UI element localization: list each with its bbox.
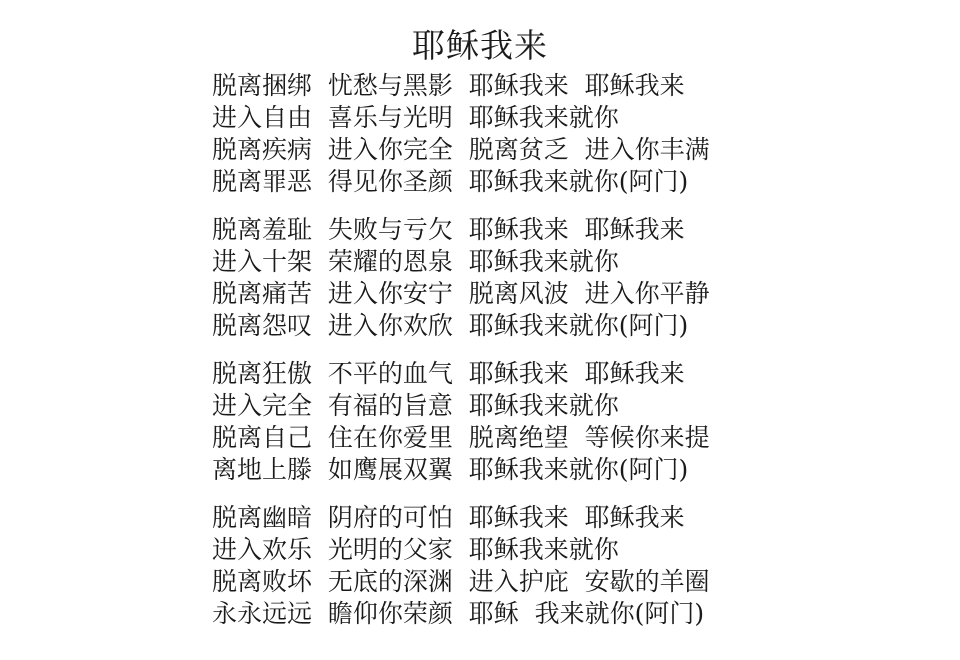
lyric-line: 脱离痛苦 进入你安宁 脱离风波 进入你平静 [212, 279, 710, 308]
lyric-line: 进入欢乐 光明的父家 耶稣我来就你 [212, 535, 619, 564]
stanza-3 [212, 358, 772, 486]
lyric-line: 脱离怨叹 进入你欢欣 耶稣我来就你(阿门) [212, 311, 689, 340]
lyric-line: 永永远远 瞻仰你荣颜 耶稣 我来就你(阿门) [212, 599, 705, 628]
lyric-line: 脱离疾病 进入你完全 脱离贫乏 进入你丰满 [212, 135, 710, 164]
lyric-line: 脱离败坏 无底的深渊 进入护庇 安歇的羊圈 [212, 567, 710, 596]
lyric-line: 脱离狂傲 不平的血气 耶稣我来 耶稣我来 [212, 359, 685, 388]
lyric-line: 进入完全 有福的旨意 耶稣我来就你 [212, 391, 619, 420]
lyric-line: 进入十架 荣耀的恩泉 耶稣我来就你 [212, 247, 619, 276]
lyric-line: 脱离幽暗 阴府的可怕 耶稣我来 耶稣我来 [212, 503, 685, 532]
stanza-1 [212, 70, 772, 198]
lyric-line: 进入自由 喜乐与光明 耶稣我来就你 [212, 103, 619, 132]
lyrics-body [212, 70, 772, 646]
page-title: 耶稣我来 [412, 26, 548, 65]
lyric-line: 脱离自己 住在你爱里 脱离绝望 等候你来提 [212, 423, 710, 452]
stanza-2 [212, 214, 772, 342]
lyric-line: 离地上滕 如鹰展双翼 耶稣我来就你(阿门) [212, 455, 689, 484]
lyric-line: 脱离捆绑 忧愁与黑影 耶稣我来 耶稣我来 [212, 71, 685, 100]
stanza-4 [212, 502, 772, 630]
lyric-line: 脱离罪恶 得见你圣颜 耶稣我来就你(阿门) [212, 167, 689, 196]
lyric-line: 脱离羞耻 失败与亏欠 耶稣我来 耶稣我来 [212, 215, 685, 244]
